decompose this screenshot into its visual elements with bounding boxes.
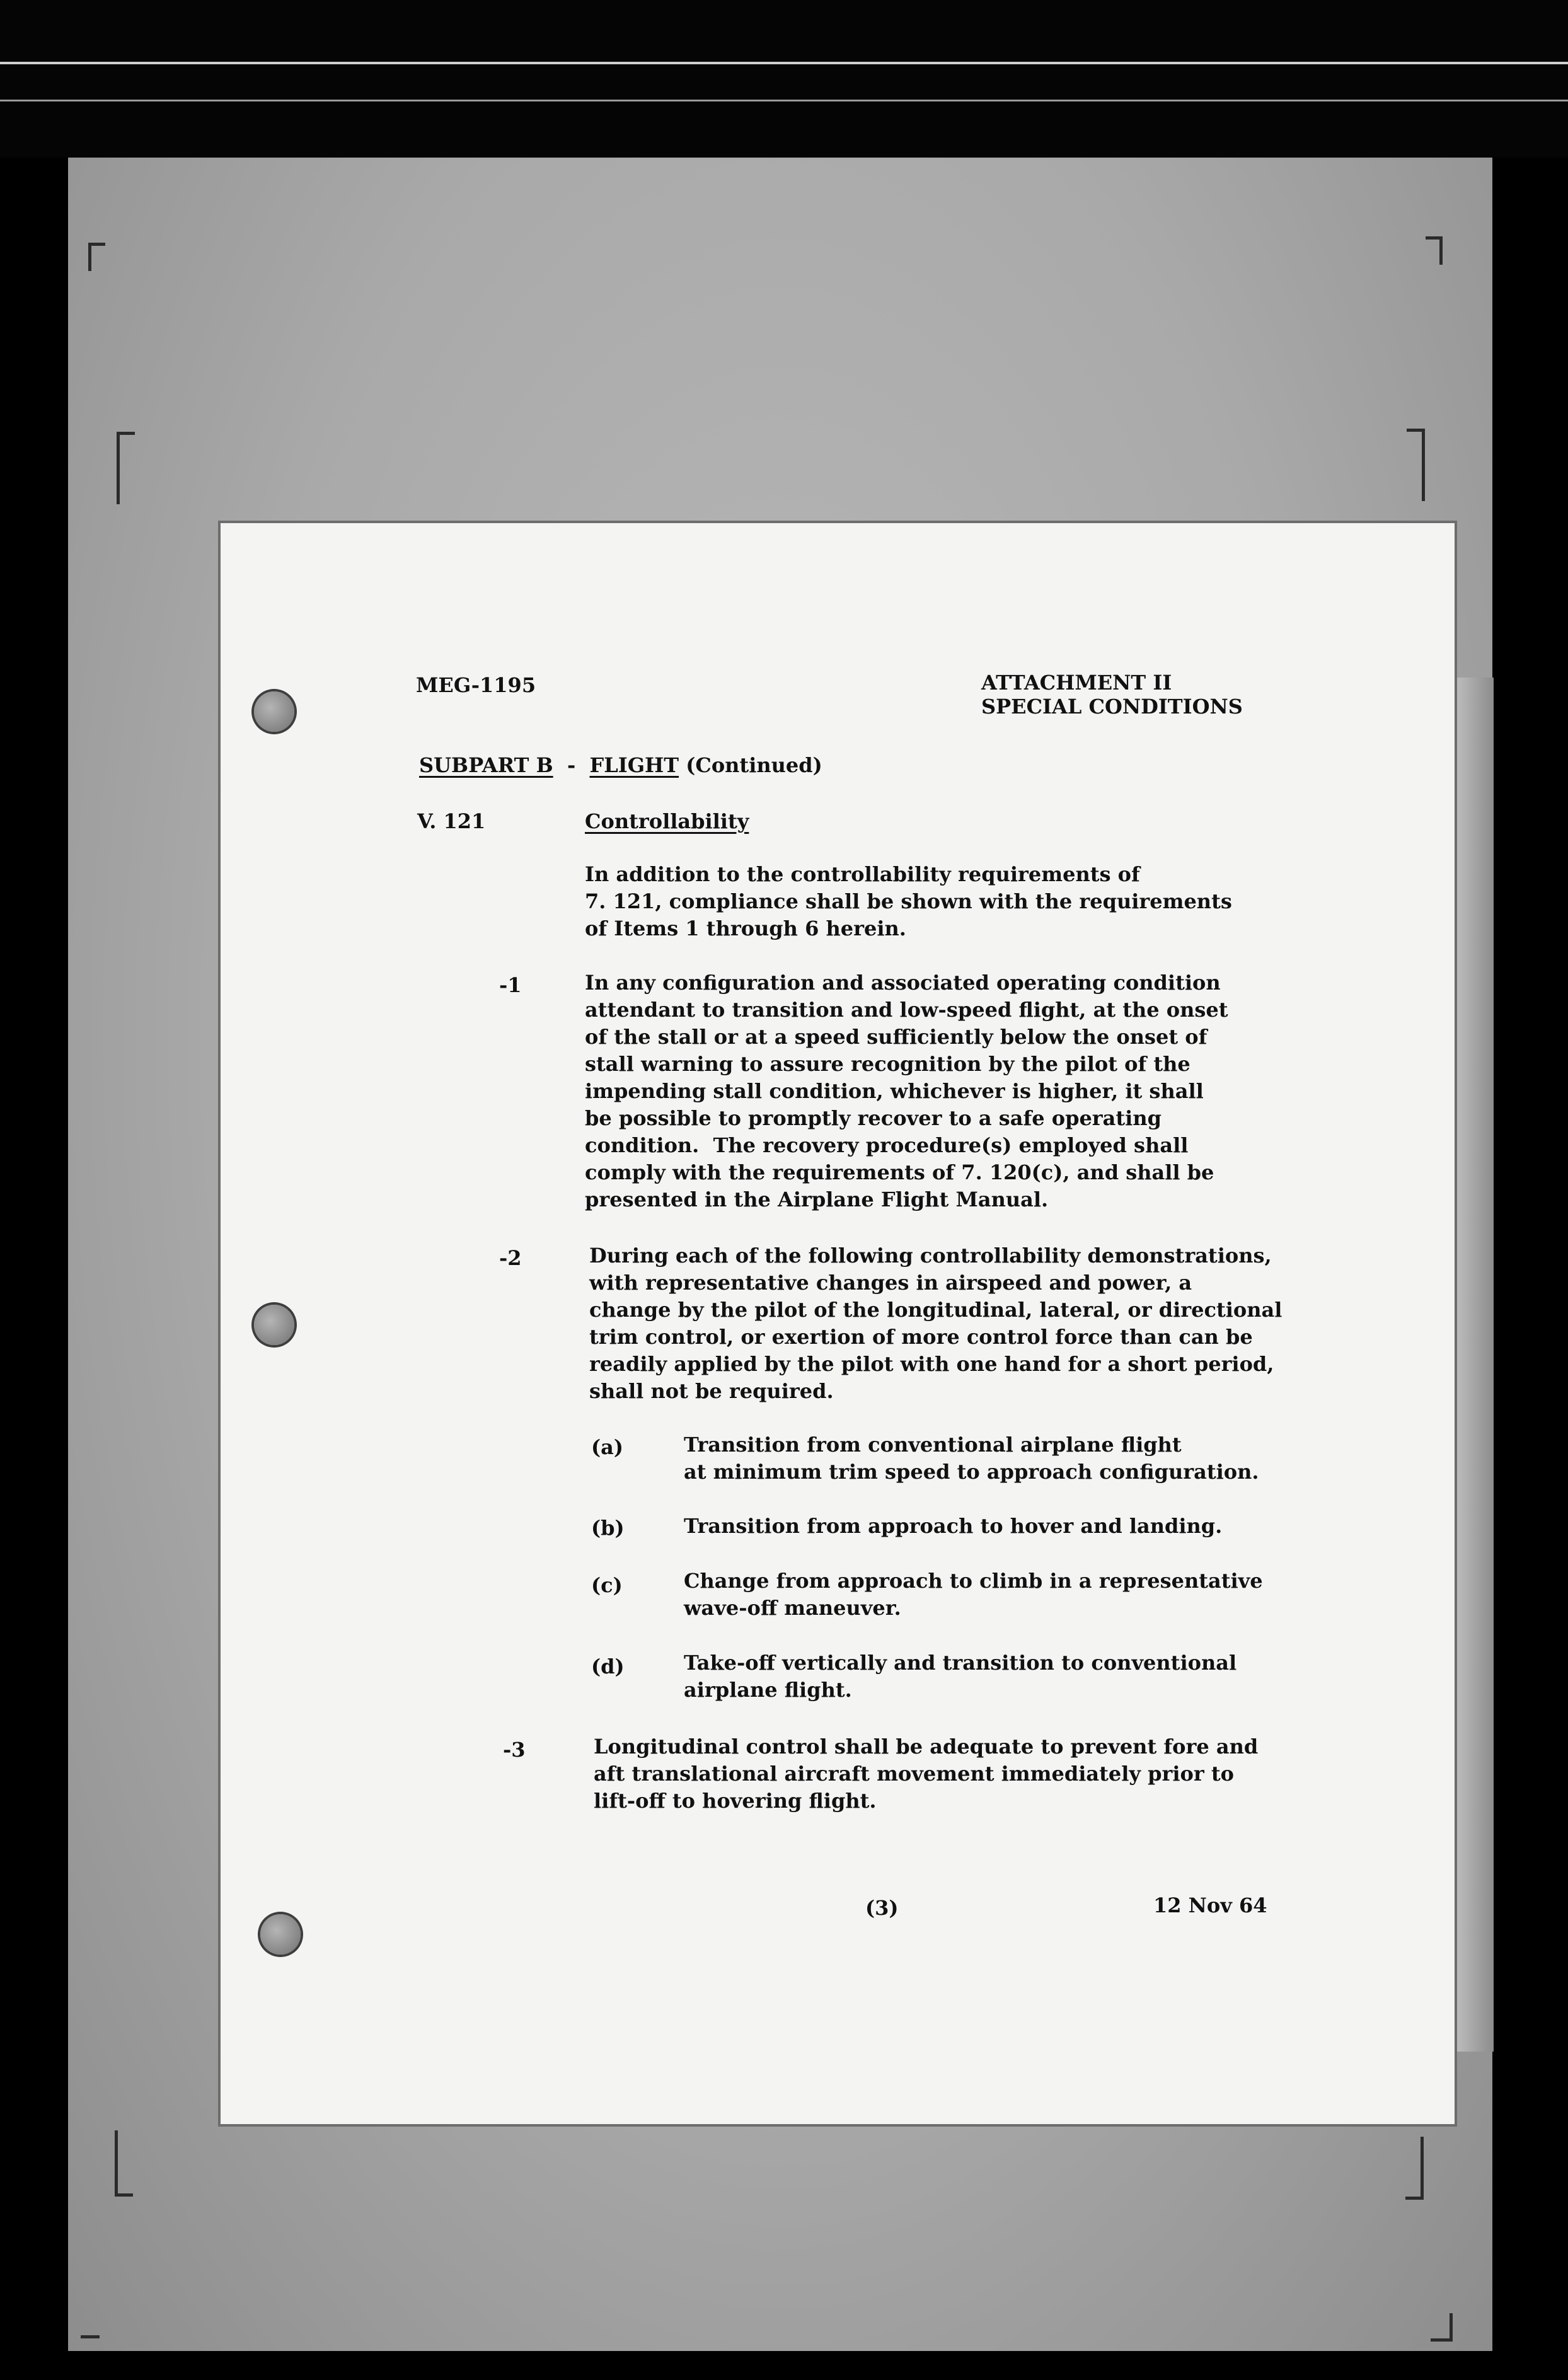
subitem-label: (c) [591,1573,623,1597]
paragraph-line: aft translational aircraft movement immediately prior to [594,1762,1235,1786]
section-title: Controllability [585,809,749,833]
paragraph-line: In addition to the controllability requirements of [585,862,1140,886]
paragraph-line: be possible to promptly recover to a safe operating [585,1106,1162,1130]
crop-mark [115,2130,133,2197]
subpart-heading [419,752,822,779]
subpart-continued: (Continued) [686,753,822,777]
paragraph-line: Longitudinal control shall be adequate to prevent fore and [594,1735,1259,1759]
punch-hole [254,1305,294,1345]
punch-hole [254,691,294,732]
special-conditions-label: SPECIAL CONDITIONS [981,695,1243,719]
paragraph-line: impending stall condition, whichever is higher, it shall [585,1079,1204,1103]
document-date: 12 Nov 64 [1153,1893,1267,1917]
paragraph-line: attendant to transition and low-speed flight, at the onset [585,998,1228,1022]
paragraph-line: During each of the following controllability demonstrations, [589,1244,1272,1268]
paragraph-line: In any configuration and associated operating condition [585,971,1221,995]
attachment-label: ATTACHMENT II [981,671,1172,695]
paragraph-line: 7. 121, compliance shall be shown with the requirements [585,889,1232,913]
crop-mark [1431,2313,1453,2342]
subitem-label: (b) [591,1516,625,1540]
item-number: -1 [499,973,522,997]
subitem-line: airplane flight. [684,1678,852,1702]
paragraph-line: with representative changes in airspeed and power, a [589,1271,1192,1295]
subitem-line: at minimum trim speed to approach configuration. [684,1460,1259,1484]
paragraph-line: comply with the requirements of 7. 120(c), and shall be [585,1160,1214,1184]
page-edge-strip [1456,678,1494,2052]
subpart-label: SUBPART B [419,753,553,777]
film-edge-line [0,62,1568,64]
paragraph-line: shall not be required. [589,1379,834,1403]
crop-mark [1405,2137,1424,2200]
paragraph-line: readily applied by the pilot with one hand for a short period, [589,1352,1274,1376]
subitem-line: Take-off vertically and transition to conventional [684,1651,1237,1675]
subitem-line: Transition from approach to hover and landing. [684,1514,1223,1538]
crop-mark [1407,429,1425,501]
subpart-flight: FLIGHT [589,753,679,777]
paragraph-line: change by the pilot of the longitudinal, lateral, or directional [589,1298,1283,1322]
item-number: -2 [499,1246,522,1270]
subitem-line: wave-off maneuver. [684,1596,901,1620]
paragraph-line: of the stall or at a speed sufficiently below the onset of [585,1025,1208,1049]
subitem-label: (a) [591,1435,624,1459]
film-strip-top [0,0,1568,158]
paragraph-line: of Items 1 through 6 herein. [585,916,906,940]
crop-mark [1426,236,1443,265]
paragraph-line: trim control, or exertion of more control force than can be [589,1325,1253,1349]
item-number: -3 [503,1738,526,1762]
crop-mark [81,2316,100,2338]
crop-mark [117,432,135,504]
document-id: MEG-1195 [416,673,536,697]
paragraph-line: presented in the Airplane Flight Manual. [585,1187,1049,1211]
subitem-line: Transition from conventional airplane flight [684,1433,1182,1457]
punch-hole [260,1914,301,1955]
crop-mark [88,243,105,271]
paragraph-line: condition. The recovery procedure(s) employed shall [585,1133,1189,1157]
subpart-dash: - [567,753,576,777]
subitem-line: Change from approach to climb in a representative [684,1569,1263,1593]
film-edge-line [0,100,1568,101]
paragraph-line: stall warning to assure recognition by the pilot of the [585,1052,1190,1076]
subitem-label: (d) [591,1655,625,1678]
section-number: V. 121 [417,809,486,833]
page-number: (3) [865,1896,899,1920]
paragraph-line: lift-off to hovering flight. [594,1789,877,1813]
